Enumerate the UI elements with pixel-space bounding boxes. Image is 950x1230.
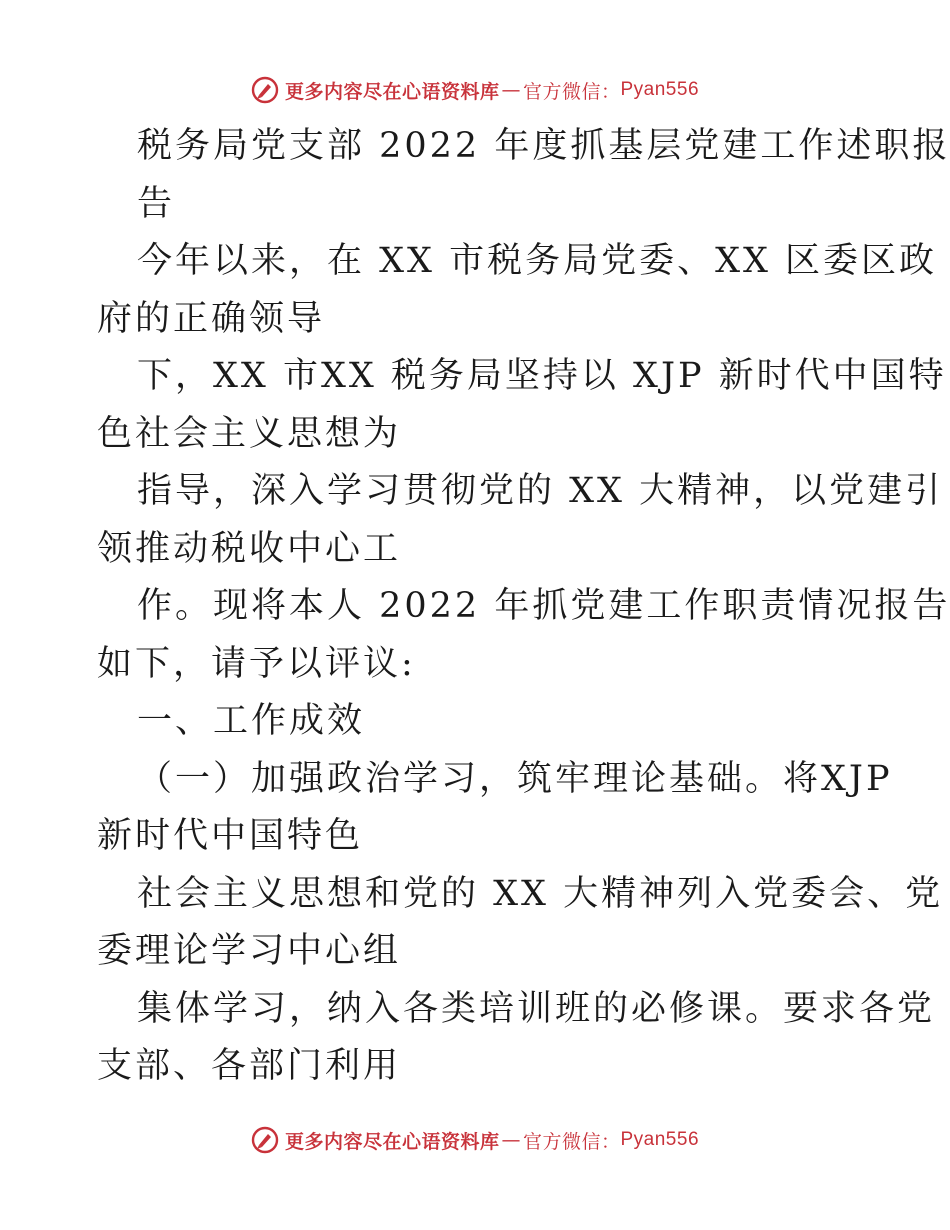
watermark-id: Pyan556	[620, 1129, 700, 1150]
paragraph-line: 支部、各部门利用	[97, 1046, 402, 1086]
watermark-separator: —	[501, 79, 521, 101]
paragraph-line: 府的正确领导	[97, 298, 326, 339]
paragraph-line: 今年以来，在 XX 市税务局党委、XX 区委区政	[137, 241, 938, 281]
paragraph-line: 作。现将本人 2022 年抓党建工作职责情况报告	[137, 586, 950, 626]
watermark-sub-text: 官方微信：	[522, 1130, 621, 1153]
section-heading: 一、工作成效	[137, 701, 366, 741]
watermark-id: Pyan556	[620, 79, 700, 100]
paragraph-line: 领推动税收中心工	[97, 528, 402, 569]
pen-seal-icon	[251, 1126, 279, 1154]
pen-seal-icon	[251, 76, 279, 104]
document-body	[97, 118, 950, 1096]
watermark-footer	[0, 1120, 950, 1160]
paragraph-line: 集体学习，纳入各类培训班的必修课。要求各党	[137, 988, 936, 1029]
watermark-sub-text: 官方微信：	[522, 80, 621, 103]
doc-title-line-1: 税务局党支部 2022 年度抓基层党建工作述职报	[137, 126, 950, 166]
doc-title-line-2: 告	[137, 183, 176, 224]
paragraph-line: 新时代中国特色	[97, 816, 364, 856]
watermark-main-text: 更多内容尽在心语资料库	[284, 1130, 500, 1153]
paragraph-line: 社会主义思想和党的 XX 大精神列入党委会、党	[137, 873, 944, 914]
paragraph-line: 色社会主义思想为	[97, 413, 402, 454]
subsection-heading: （一）加强政治学习，筑牢理论基础。将XJP	[137, 758, 893, 799]
paragraph-line: 如下，请予以评议:	[97, 643, 416, 684]
watermark-separator: —	[501, 1129, 521, 1151]
watermark-header	[0, 70, 950, 110]
watermark-main-text: 更多内容尽在心语资料库	[284, 80, 500, 103]
paragraph-line: 下，XX 市XX 税务局坚持以 XJP 新时代中国特	[137, 356, 947, 396]
paragraph-line: 委理论学习中心组	[97, 931, 402, 971]
paragraph-line: 指导，深入学习贯彻党的 XX 大精神，以党建引	[137, 471, 944, 511]
